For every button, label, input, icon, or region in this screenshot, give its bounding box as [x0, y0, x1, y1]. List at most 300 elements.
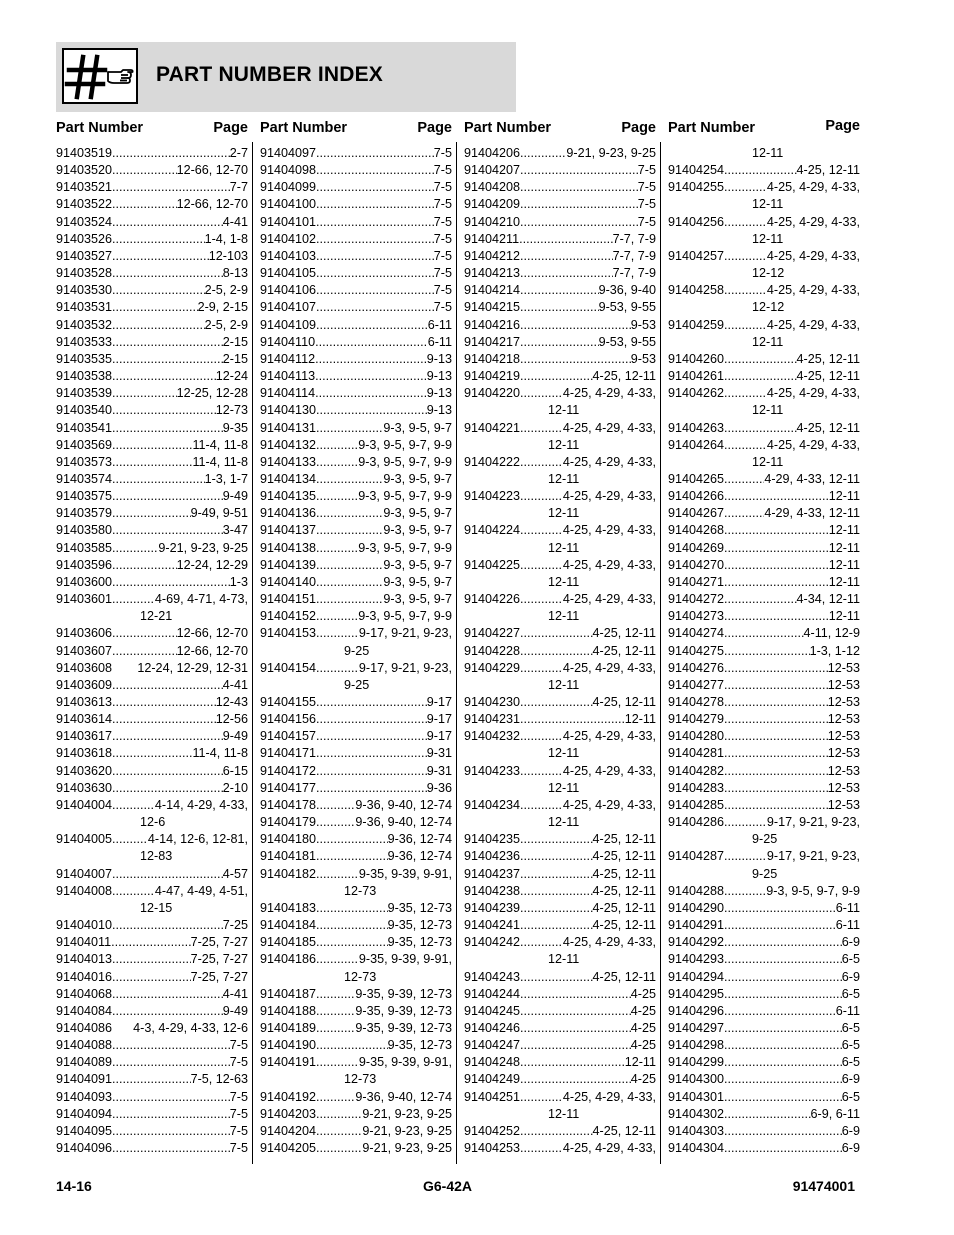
page-ref: 6-9, 6-11 — [810, 1106, 860, 1121]
part-number: 91403580 — [56, 523, 113, 538]
part-number: 91404185 — [260, 935, 317, 950]
index-entry-line — [56, 351, 248, 368]
index-entry — [56, 248, 248, 265]
dot-leader — [520, 660, 563, 677]
index-entry — [464, 282, 656, 299]
index-entry-line — [260, 986, 452, 1003]
dot-leader — [112, 265, 223, 282]
part-number: 91404005 — [56, 832, 113, 847]
page-ref: 12-11 — [828, 489, 860, 504]
index-entry — [56, 625, 248, 642]
index-entry — [260, 385, 452, 402]
dot-leader — [520, 831, 592, 848]
index-entry — [668, 797, 860, 814]
page-ref: 4-25, 12-11 — [592, 1123, 656, 1138]
index-entry — [668, 763, 860, 780]
index-entry-line — [56, 420, 248, 437]
index-entry — [464, 866, 656, 883]
part-number: 91404010 — [56, 918, 113, 933]
page-ref: 9-35 — [222, 420, 248, 435]
part-number: 91404096 — [56, 1141, 113, 1156]
part-number: 91404086 — [56, 1020, 113, 1035]
page-ref: 6-11 — [427, 334, 452, 349]
page-ref: 12-25, 12-28 — [176, 386, 248, 401]
page-ref: 12-66, 12-70 — [176, 163, 248, 178]
index-entry — [56, 711, 248, 728]
index-entry — [260, 917, 452, 934]
page-ref: 4-25, 4-29, 4-33, — [562, 1089, 656, 1104]
index-entry-line — [668, 694, 860, 711]
index-entry — [260, 848, 452, 865]
index-entry-line — [260, 660, 452, 677]
index-entry-line — [260, 591, 452, 608]
page-ref-continued: 12-11 — [548, 952, 580, 967]
dot-leader — [112, 728, 223, 745]
part-number: 91404259 — [668, 317, 725, 332]
page-ref: 7-5 — [433, 266, 452, 281]
part-number: 91404272 — [668, 592, 725, 607]
page-ref: 4-25, 4-29, 4-33, — [562, 797, 656, 812]
dot-leader — [112, 145, 230, 162]
index-entry-line — [56, 986, 248, 1003]
page-ref: 9-49, 9-51 — [190, 506, 248, 521]
dot-leader — [520, 797, 563, 814]
index-entry-line — [260, 505, 452, 522]
page-ref: 9-31 — [426, 763, 452, 778]
part-number: 91403600 — [56, 574, 113, 589]
dot-leader — [520, 282, 599, 299]
part-number: 91404224 — [464, 523, 521, 538]
page-ref: 12-53 — [827, 660, 860, 675]
dot-leader — [724, 986, 842, 1003]
page-ref: 12-11 — [828, 523, 860, 538]
index-entry-line — [464, 317, 656, 334]
index-entry-line — [56, 522, 248, 539]
page-ref: 1-3 — [229, 574, 248, 589]
page-ref: 12-53 — [827, 695, 860, 709]
index-entry-line — [464, 1037, 656, 1054]
dot-leader — [315, 368, 427, 385]
page-ref: 4-25, 12-11 — [592, 849, 656, 864]
index-entry-line — [668, 711, 860, 728]
page-ref-continued: 12-11 — [548, 540, 580, 555]
page-ref: 4-25, 4-29, 4-33, — [562, 763, 656, 778]
dot-leader — [112, 540, 158, 557]
dot-leader — [520, 1071, 631, 1088]
part-number-header: Part Number — [260, 120, 348, 136]
index-entry — [56, 420, 248, 437]
page-ref: 4-25 — [630, 1020, 656, 1035]
part-number: 91403535 — [56, 351, 113, 366]
page-ref: 7-7, 7-9 — [612, 266, 656, 281]
index-entry — [56, 540, 248, 557]
index-entry-line — [56, 883, 248, 900]
page-ref: 7-5 — [637, 180, 656, 195]
part-number: 91404251 — [464, 1089, 521, 1104]
index-entry-line — [668, 540, 860, 557]
part-number: 91403519 — [56, 146, 113, 160]
index-entry-line — [464, 162, 656, 179]
dot-leader — [112, 625, 177, 642]
page-ref: 9-21, 9-23, 9-25 — [362, 1123, 452, 1138]
dot-leader — [316, 745, 427, 762]
index-entry-line — [464, 231, 656, 248]
index-entry — [260, 814, 452, 831]
index-entry — [464, 1054, 656, 1071]
spacer — [112, 660, 137, 677]
page-ref: 12-24, 12-29, 12-31 — [137, 660, 248, 675]
part-number: 91404267 — [668, 506, 725, 521]
index-entry — [464, 454, 656, 488]
page-ref: 12-53 — [827, 712, 860, 727]
index-entry-line — [56, 334, 248, 351]
index-entry-line — [260, 231, 452, 248]
index-entry — [464, 728, 656, 762]
dot-leader — [520, 368, 592, 385]
part-number: 91403538 — [56, 369, 113, 384]
index-entry-line — [668, 797, 860, 814]
part-number: 91404228 — [464, 643, 521, 658]
page-ref: 7-5 — [637, 214, 656, 229]
part-number: 91404273 — [668, 609, 725, 624]
index-entry-line — [260, 797, 452, 814]
part-number: 91404106 — [260, 283, 317, 298]
part-number: 91403618 — [56, 746, 113, 761]
part-number: 91403606 — [56, 626, 113, 641]
dot-leader — [111, 934, 190, 951]
dot-leader — [724, 437, 767, 454]
index-entry-line — [668, 677, 860, 694]
index-entry-line — [668, 437, 860, 454]
dot-leader — [520, 711, 625, 728]
index-entry-line — [260, 780, 452, 797]
page-header: Page — [213, 120, 248, 136]
index-entry — [464, 299, 656, 316]
dot-leader — [724, 934, 842, 951]
dot-leader — [724, 1037, 842, 1054]
page-ref: 12-103 — [208, 248, 248, 263]
dot-leader — [316, 934, 388, 951]
dot-leader — [112, 1140, 230, 1157]
part-number: 91403541 — [56, 420, 113, 435]
page-ref: 4-14, 12-6, 12-81, — [147, 832, 248, 847]
part-number: 91404007 — [56, 866, 113, 881]
index-entry-line — [260, 763, 452, 780]
index-entry-line — [668, 986, 860, 1003]
dot-leader — [316, 866, 359, 883]
dot-leader — [724, 591, 796, 608]
dot-leader — [316, 814, 355, 831]
page-ref: 4-57 — [222, 866, 248, 881]
index-entry-line — [668, 1089, 860, 1106]
page-ref: 7-5 — [229, 1141, 248, 1156]
dot-leader — [316, 231, 434, 248]
dot-leader — [724, 1123, 842, 1140]
part-number: 91403575 — [56, 489, 113, 504]
part-number: 91404133 — [260, 454, 317, 469]
page-ref: 6-15 — [222, 763, 248, 778]
part-number: 91404114 — [260, 386, 316, 401]
dot-leader — [724, 677, 828, 694]
page-ref-continued: 12-11 — [752, 197, 784, 212]
part-number: 91404266 — [668, 489, 725, 504]
dot-leader — [520, 1054, 625, 1071]
page-ref: 11-4, 11-8 — [192, 437, 248, 452]
dot-leader — [724, 883, 766, 900]
page-ref-continued: 12-11 — [548, 780, 580, 795]
dot-leader — [316, 402, 427, 419]
index-entry-line — [464, 1140, 656, 1157]
part-number-header: Part Number — [464, 120, 552, 136]
index-entry — [464, 1071, 656, 1088]
index-entry-line — [260, 145, 452, 162]
index-entry — [260, 694, 452, 711]
index-entry — [668, 368, 860, 385]
part-number: 91404203 — [260, 1106, 317, 1121]
part-number: 91404293 — [668, 952, 725, 967]
dot-leader — [316, 557, 383, 574]
part-number: 91403533 — [56, 334, 113, 349]
index-entry — [56, 763, 248, 780]
index-entry-line — [464, 900, 656, 917]
part-number: 91404184 — [260, 918, 317, 933]
part-number: 91403609 — [56, 677, 113, 692]
index-entry-line — [56, 1037, 248, 1054]
index-entry — [668, 986, 860, 1003]
page-ref-continued: 12-15 — [140, 900, 173, 915]
index-entry-line — [464, 522, 656, 539]
part-number: 91404157 — [260, 729, 317, 744]
dot-leader — [316, 505, 383, 522]
index-entry-line — [668, 969, 860, 986]
part-number: 91404257 — [668, 248, 725, 263]
dot-leader — [112, 505, 191, 522]
dot-leader — [724, 1054, 842, 1071]
index-entry — [464, 368, 656, 385]
page-ref: 4-25 — [630, 1072, 656, 1087]
index-entry — [668, 780, 860, 797]
dot-leader — [112, 763, 223, 780]
page-ref: 4-25, 4-29, 4-33, — [562, 935, 656, 950]
dot-leader — [519, 231, 612, 248]
index-entry — [668, 1089, 860, 1106]
page-ref: 4-25, 12-11 — [592, 695, 656, 709]
index-entry-line — [668, 951, 860, 968]
index-entry — [668, 437, 860, 471]
page-ref: 4-25, 4-29, 4-33, — [562, 386, 656, 401]
dot-leader — [724, 162, 796, 179]
index-entry — [260, 334, 452, 351]
index-entry — [260, 660, 452, 694]
index-entry-line — [56, 454, 248, 471]
page-ref: 6-5 — [841, 986, 860, 1001]
dot-leader — [724, 780, 828, 797]
dot-leader — [316, 1123, 362, 1140]
index-entry-line — [260, 420, 452, 437]
part-number: 91403540 — [56, 403, 113, 418]
index-entry-line — [464, 969, 656, 986]
index-entry-line — [668, 282, 860, 299]
index-entry-line — [464, 299, 656, 316]
index-entry — [260, 179, 452, 196]
index-entry — [56, 986, 248, 1003]
index-entry-line — [56, 248, 248, 265]
part-number: 91404281 — [668, 746, 725, 761]
column-header — [56, 118, 248, 138]
index-entry — [260, 540, 452, 557]
index-entry-line — [464, 831, 656, 848]
index-entry — [668, 145, 860, 162]
dot-leader — [112, 1106, 230, 1123]
index-entry-line — [668, 1140, 860, 1157]
index-entry-line — [56, 763, 248, 780]
index-entry — [260, 471, 452, 488]
index-entry — [464, 711, 656, 728]
dot-leader — [520, 591, 563, 608]
part-number: 91404013 — [56, 952, 113, 967]
page-ref: 9-35, 12-73 — [387, 935, 452, 950]
page-ref: 12-53 — [827, 780, 860, 795]
part-number: 91403608 — [56, 660, 113, 675]
part-number: 91404296 — [668, 1003, 725, 1018]
index-entry — [260, 934, 452, 951]
index-entry — [668, 643, 860, 660]
index-entry — [464, 231, 656, 248]
index-entry — [260, 1054, 452, 1088]
page-ref-continued: 9-25 — [752, 866, 778, 881]
page-ref: 4-25, 4-29, 4-33, — [766, 214, 860, 229]
part-number: 91404178 — [260, 797, 317, 812]
part-number: 91404105 — [260, 266, 317, 281]
index-entry — [260, 488, 452, 505]
title-banner — [56, 42, 516, 112]
index-entry — [260, 214, 452, 231]
index-entry — [56, 969, 248, 986]
index-entry-line — [668, 591, 860, 608]
index-entry — [668, 420, 860, 437]
part-number: 91404153 — [260, 626, 317, 641]
part-number: 91404278 — [668, 695, 725, 709]
page-ref: 12-11 — [624, 1055, 656, 1070]
index-entry-line — [464, 986, 656, 1003]
page-ref: 4-25 — [630, 1038, 656, 1053]
page-ref: 9-35, 9-39, 9-91, — [358, 952, 452, 967]
page-ref: 12-11 — [828, 557, 860, 572]
index-entry-line — [56, 1071, 248, 1088]
page-header: Page — [825, 118, 860, 134]
index-entry — [668, 934, 860, 951]
page-ref: 4-25, 12-11 — [796, 420, 860, 435]
part-number: 91404112 — [260, 351, 316, 366]
index-entry-line — [668, 934, 860, 951]
page-ref: 9-17, 9-21, 9-23, — [358, 660, 452, 675]
page-ref: 12-73 — [215, 403, 248, 418]
part-number: 91404274 — [668, 626, 725, 641]
index-entry-line — [56, 231, 248, 248]
page-ref: 9-36, 9-40, 12-74 — [355, 1089, 452, 1104]
dot-leader — [724, 711, 828, 728]
index-entry-line — [464, 763, 656, 780]
part-number: 91403601 — [56, 592, 113, 607]
dot-leader — [112, 368, 216, 385]
index-entry-line — [56, 1020, 248, 1037]
index-entry — [464, 1123, 656, 1140]
page-ref-continued: 12-12 — [752, 300, 785, 315]
page-ref: 12-24, 12-29 — [176, 557, 248, 572]
page-ref: 6-9 — [841, 969, 860, 984]
part-number: 91404298 — [668, 1038, 725, 1053]
dot-leader — [112, 986, 223, 1003]
dot-leader — [724, 900, 836, 917]
dot-leader — [112, 831, 148, 848]
dot-leader — [316, 145, 434, 162]
part-number: 91404286 — [668, 815, 725, 830]
part-number-header: Part Number — [668, 120, 756, 136]
page-ref: 9-3, 9-5, 9-7 — [383, 592, 452, 607]
page-ref: 12-24 — [215, 369, 248, 384]
dot-leader — [112, 1054, 230, 1071]
dot-leader — [520, 643, 592, 660]
part-number: 91403574 — [56, 471, 113, 486]
index-column-2 — [260, 118, 452, 1157]
page-ref: 7-5 — [433, 197, 452, 212]
part-number: 91404187 — [260, 986, 317, 1001]
dot-leader — [724, 557, 829, 574]
page-ref-continued: 12-11 — [548, 437, 580, 452]
dot-leader — [315, 334, 428, 351]
part-number: 91404206 — [464, 146, 521, 160]
index-entry — [56, 1037, 248, 1054]
part-number: 91404249 — [464, 1072, 521, 1087]
dot-leader — [724, 488, 829, 505]
dot-leader — [316, 848, 388, 865]
index-entry — [260, 625, 452, 659]
column-divider — [660, 142, 661, 1164]
page-ref: 9-17, 9-21, 9-23, — [766, 849, 860, 864]
dot-leader — [724, 1106, 810, 1123]
dot-leader — [316, 917, 388, 934]
index-entry-line — [56, 162, 248, 179]
index-entry-line — [668, 1003, 860, 1020]
dot-leader — [316, 574, 383, 591]
page-ref: 4-25, 12-11 — [592, 832, 656, 847]
index-entry — [260, 866, 452, 900]
page-ref: 9-36, 9-40 — [598, 283, 656, 298]
part-number: 91404260 — [668, 351, 725, 366]
page-ref: 4-25, 12-11 — [592, 883, 656, 898]
part-number: 91404282 — [668, 763, 725, 778]
page-ref: 4-25, 12-11 — [592, 969, 656, 984]
index-entry — [56, 883, 248, 917]
dot-leader — [112, 179, 230, 196]
index-entry — [668, 471, 860, 488]
page-ref: 9-35, 9-39, 12-73 — [355, 1003, 452, 1018]
dot-leader — [316, 540, 358, 557]
index-entry-line — [464, 1020, 656, 1037]
dot-leader — [112, 248, 209, 265]
index-entry-line — [260, 1123, 452, 1140]
index-entry — [464, 1140, 656, 1157]
index-entry — [56, 179, 248, 196]
page-ref: 11-4, 11-8 — [192, 746, 248, 761]
part-number: 91404113 — [260, 369, 316, 384]
part-number: 91404231 — [464, 712, 521, 727]
dot-leader — [724, 625, 803, 642]
index-entry — [56, 1140, 248, 1157]
index-entry — [464, 986, 656, 1003]
index-entry — [464, 179, 656, 196]
index-entry-line — [260, 522, 452, 539]
